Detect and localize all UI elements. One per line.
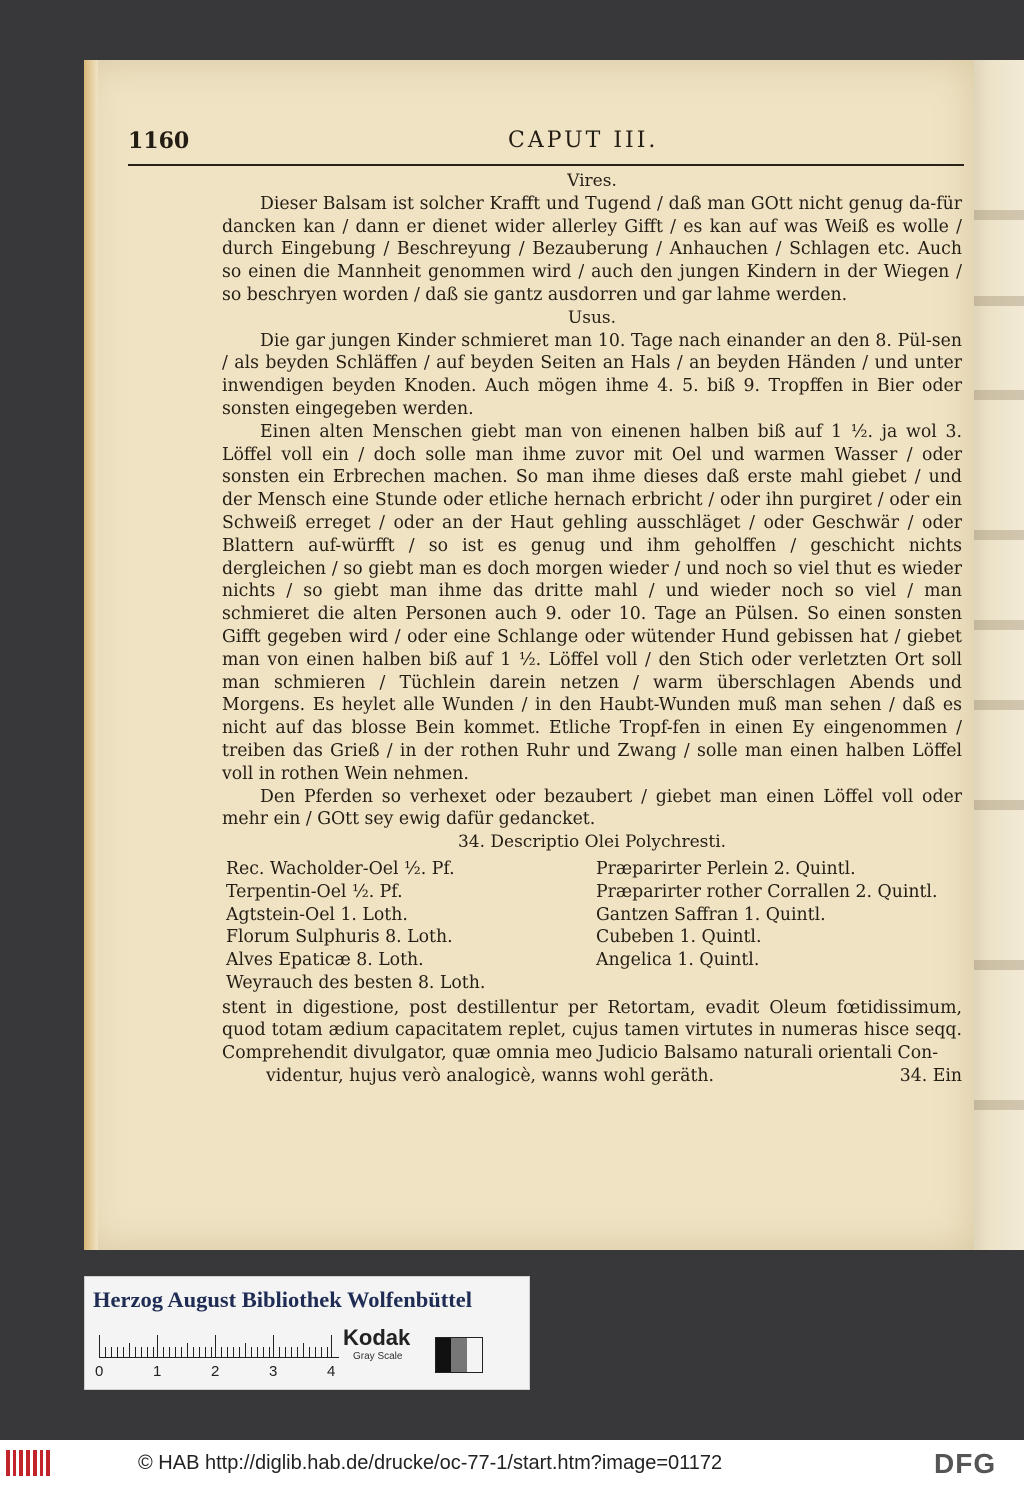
recipe-column-left xyxy=(222,858,592,995)
institution-name: Herzog August Bibliothek Wolfenbüttel xyxy=(93,1287,472,1312)
scale-ruler xyxy=(99,1327,339,1358)
viewer-footer xyxy=(0,1440,1024,1486)
usus-paragraph-3: Den Pferden so verhexet oder bezaubert / giebet man einen Löffel voll oder mehr ein / GOtt sey ewig dafür gedancket. xyxy=(222,786,962,830)
usus-heading: Usus. xyxy=(567,307,617,328)
ruler-number: 4 xyxy=(327,1363,336,1380)
gray-scale-patches xyxy=(435,1337,483,1373)
recipe-column-right xyxy=(596,858,962,995)
ruler-number: 2 xyxy=(211,1363,220,1380)
chapter-title: CAPUT III. xyxy=(508,128,659,153)
ruler-number: 0 xyxy=(95,1363,104,1380)
ingredient: Florum Sulphuris 8. Loth. xyxy=(226,927,453,948)
running-header xyxy=(128,128,964,166)
hab-logo-icon xyxy=(6,1450,50,1476)
ingredient: Terpentin-Oel ½. Pf. xyxy=(226,881,403,902)
ingredient: Præparirter rother Corrallen 2. Quintl. xyxy=(596,881,938,902)
ingredient: Angelica 1. Quintl. xyxy=(596,950,760,971)
latin-paragraph: stent in digestione, post destillentur per Retortam, evadit Oleum fœtidissimum, quod totam ædium capacitatem replet, cujus tamen virtutes in numeras hisce seqq. Comprehendit divulgator, quæ omnia meo Judicio Balsamo naturali orientali Con- xyxy=(222,997,962,1064)
kodak-logo: Kodak xyxy=(343,1325,411,1350)
ingredient: Gantzen Saffran 1. Quintl. xyxy=(596,904,826,925)
page-text xyxy=(222,170,962,1088)
usus-paragraph-2: Einen alten Menschen giebt man von einenen halben biß auf 1 ½. ja wol 3. Löffel voll ein / doch solle man ihme zuvor mit Oel und warmen Wasser / oder sonsten ein Erbrechen machen. So man ihme dieses daß erste mahl giebet / und der Mensch eine Stunde oder etliche hernach erbricht / oder ihn purgiret / oder ein Schweiß erreget / oder an der Haut gehling ausschläget / oder Geschwär / oder Blattern auf-würfft / so ist es genug und ihm geholffen / geschicht nichts dergleichen / so giebt man es doch morgen wieder / und noch so viel thut es wieder nichts / so giebt man ihme das dritte mahl / und wieder noch so viel / man schmieret die alten Personen auch 9. oder 10. Tage an Pülsen. So einen sonsten Gifft gegeben wird / oder eine Schlange oder wütender Hund gebissen hat / giebet man von einen halben biß auf 1 ½. Löffel voll / den Stich oder verletzten Ort soll man schmieren / Tüchlein darein netzen / warm überschlagen Abends und Morgens. Es heylet alle Wunden / in den Haubt-Wunden muß man sehen / daß es nicht auf das blosse Bein kommet. Etliche Tropf-fen in einen Ey eingenommen / treiben das Grieß / in der rothen Ruhr und Zwang / solle man einen halben Löffel voll in rothen Wein nehmen. xyxy=(222,421,962,784)
recipe-ingredients xyxy=(222,858,962,995)
ruler-number: 1 xyxy=(153,1363,162,1380)
ingredient: Cubeben 1. Quintl. xyxy=(596,927,762,948)
page-number: 1160 xyxy=(128,128,190,154)
facing-page-edge xyxy=(966,60,1024,1250)
ingredient: Rec. Wacholder-Oel ½. Pf. xyxy=(226,858,455,879)
ingredient: Weyrauch des besten 8. Loth. xyxy=(226,972,486,993)
catchword: 34. Ein xyxy=(899,1066,962,1087)
gray-scale-label: Gray Scale xyxy=(353,1351,403,1362)
usus-paragraph-1: Die gar jungen Kinder schmieret man 10. Tage nach einander an den 8. Pül-sen / als beyden Schläffen / auf beyden Seiten an Hals / an beyden Händen / und unter inwendigen beyden Knoden. Auch mögen ihme 4. 5. biß 9. Tropffen in Bier oder sonsten eingegeben werden. xyxy=(222,330,962,419)
library-label-card xyxy=(84,1276,530,1390)
last-line xyxy=(222,1065,962,1088)
ingredient: Agtstein-Oel 1. Loth. xyxy=(226,904,408,925)
dfg-logo: DFG xyxy=(934,1448,997,1479)
recipe-heading: 34. Descriptio Olei Polychresti. xyxy=(457,832,727,853)
ruler-number: 3 xyxy=(269,1363,278,1380)
vires-paragraph: Dieser Balsam ist solcher Krafft und Tugend / daß man GOtt nicht genug da-für dancken kan / dann er dienet wider allerley Gifft / es kan auf was Weiß es wolle / durch Eingebung / Beschreyung / Bezauberung / Anhauchen / Schlagen etc. Auch so einen die Mannheit genommen wird / auch den jungen Kindern in der Wiegen / so beschryen worden / daß sie gantz ausdorren und gar lahme werden. xyxy=(222,193,962,305)
ingredient: Alves Epaticæ 8. Loth. xyxy=(226,950,424,971)
latin-last-line: videntur, hujus verò analogicè, wanns wohl geräth. xyxy=(266,1066,715,1087)
vires-heading: Vires. xyxy=(567,171,617,191)
copyright-link[interactable]: © HAB http://diglib.hab.de/drucke/oc-77-1/start.htm?image=01172 xyxy=(138,1452,723,1474)
ingredient: Præparirter Perlein 2. Quintl. xyxy=(596,858,856,879)
